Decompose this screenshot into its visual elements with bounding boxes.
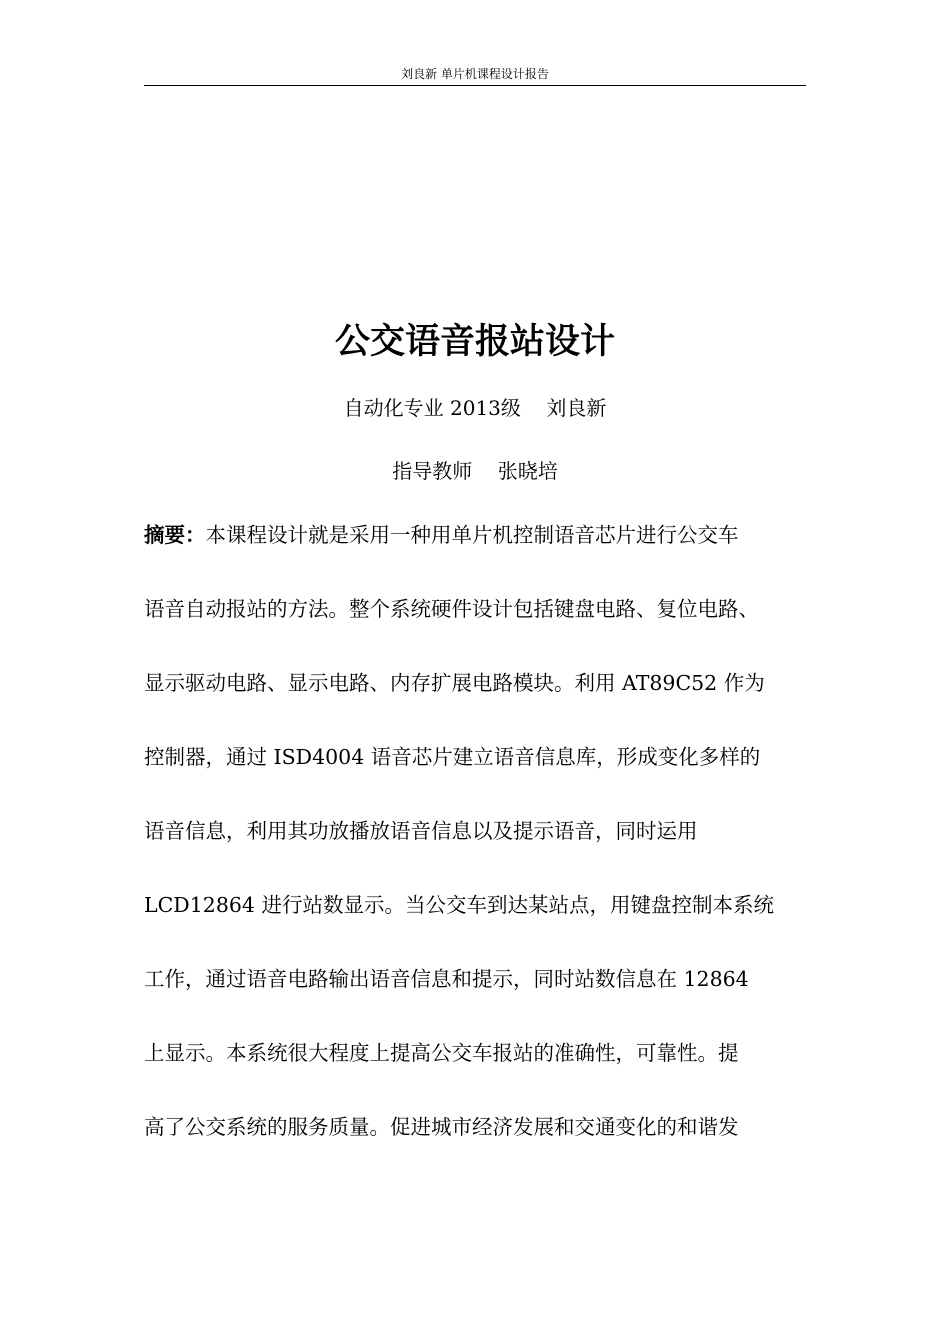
abstract-line: LCD12864 进行站数显示。当公交车到达某站点，用键盘控制本系统 [144, 893, 774, 917]
abstract-section [144, 513, 806, 1179]
document-title: 公交语音报站设计 [334, 322, 615, 362]
abstract-line: 语音信息，利用其功放播放语音信息以及提示语音，同时运用 [144, 819, 698, 843]
header-divider [144, 85, 806, 86]
running-header: 刘良新 单片机课程设计报告 [401, 67, 549, 81]
abstract-line: 控制器，通过 ISD4004 语音芯片建立语音信息库，形成变化多样的 [144, 745, 761, 769]
abstract-label: 摘要： [144, 523, 206, 547]
abstract-line: 显示驱动电路、显示电路、内存扩展电路模块。利用 AT89C52 作为 [144, 671, 765, 695]
abstract-line: 工作，通过语音电路输出语音信息和提示，同时站数信息在 12864 [144, 967, 749, 991]
abstract-line: 高了公交系统的服务质量。促进城市经济发展和交通变化的和谐发 [144, 1115, 739, 1139]
abstract-line: 语音自动报站的方法。整个系统硬件设计包括键盘电路、复位电路、 [144, 597, 759, 621]
advisor-line: 指导教师 张晓培 [392, 459, 558, 483]
author-line: 自动化专业 2013级 刘良新 [343, 396, 607, 420]
abstract-text: 本课程设计就是采用一种用单片机控制语音芯片进行公交车 [205, 523, 739, 547]
abstract-line [144, 513, 806, 587]
abstract-line: 上显示。本系统很大程度上提高公交车报站的准确性，可靠性。提 [144, 1041, 739, 1065]
